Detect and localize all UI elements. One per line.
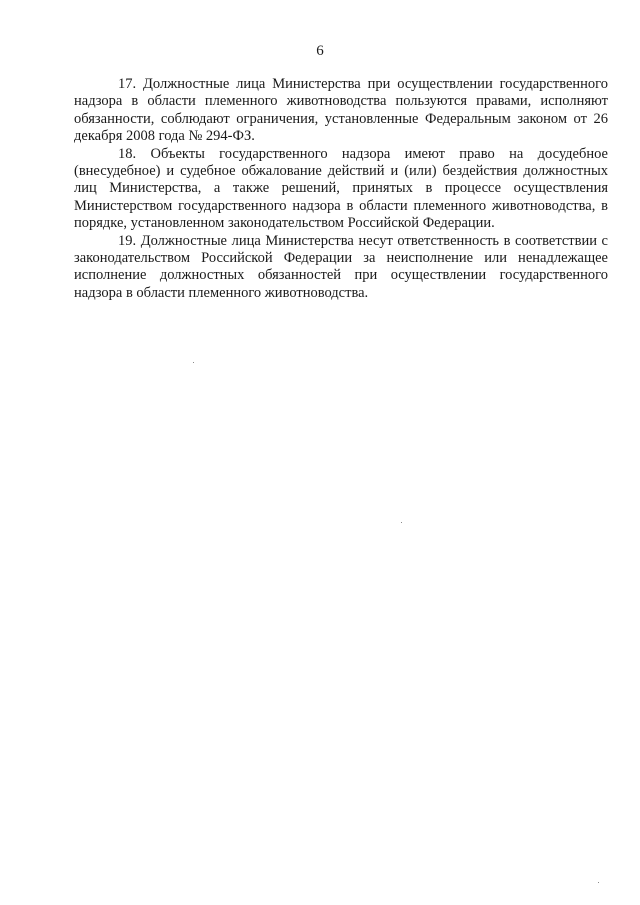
scan-speck [598,882,599,883]
paragraph-17: 17. Должностные лица Министерства при осуществлении государственного надзора в области племенного животноводства пользуются правами, исполняют обязанности, соблюдают ограничения, установленные Федеральным законом от 26 декабря 2008 года № 294-ФЗ. [74,76,608,145]
paragraph-19: 19. Должностные лица Министерства несут ответственность в соответствии с законодательством Российской Федерации за неисполнение или ненадлежащее исполнение должностных обязанностей при осуществлении государственного надзора в области племенного животноводства. [74,232,608,301]
scan-speck [193,362,194,363]
scan-speck [401,522,402,523]
paragraph-18: 18. Объекты государственного надзора имеют право на досудебное (внесудебное) и судебное обжалование действий и (или) бездействия должностных лиц Министерства, а также решений, принятых в процессе осуществления Министерством государственного надзора в области племенного животноводства, в порядке, установленном законодательством Российской Федерации. [74,145,608,232]
document-body [74,76,608,302]
page-number: 6 [316,43,324,59]
